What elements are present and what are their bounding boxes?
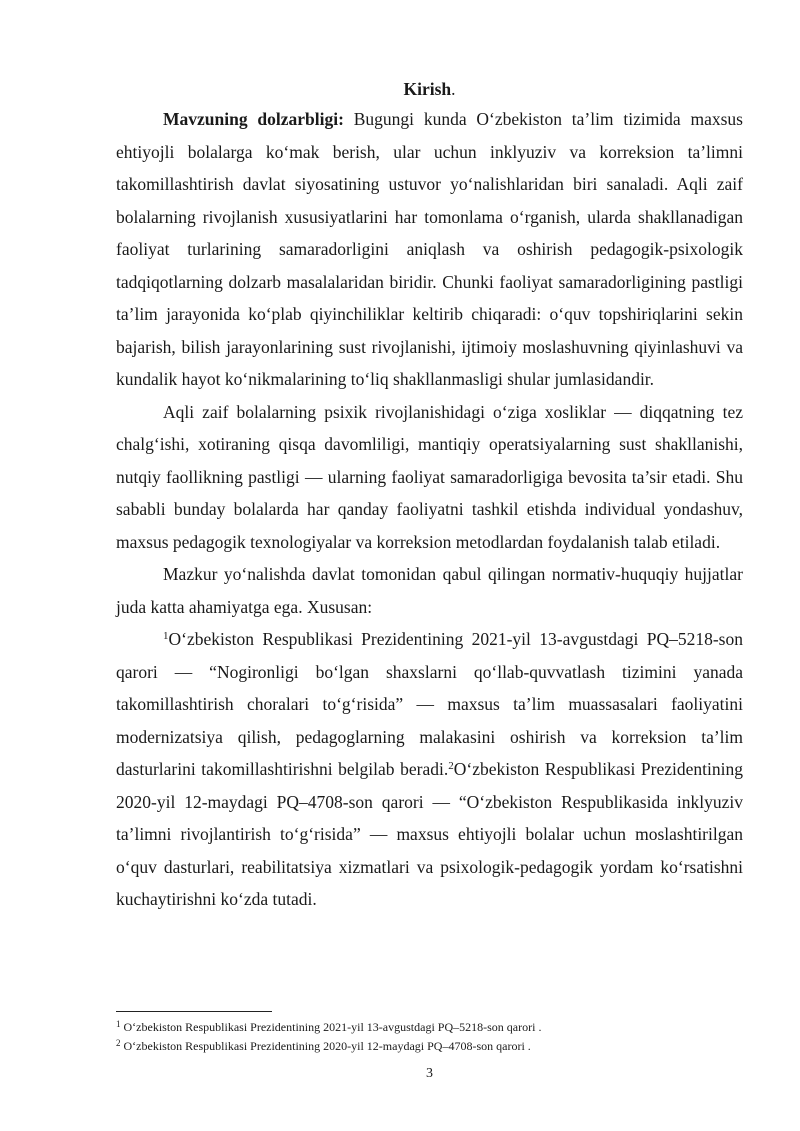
footnote-1 (116, 1018, 743, 1037)
paragraph-relevance (116, 103, 743, 396)
paragraph-normative (116, 558, 743, 623)
paragraph-features (116, 396, 743, 559)
footnote-2-text: O‘zbekiston Respublikasi Prezidentining 2020-yil 12-maydagi PQ–4708-son qarori . (120, 1039, 531, 1053)
relevance-lead: Mavzuning dolzarbligi: (163, 109, 344, 129)
paragraph-decrees (116, 623, 743, 916)
footnote-1-text: O‘zbekiston Respublikasi Prezidentining 2021-yil 13-avgustdagi PQ–5218-son qarori . (120, 1020, 542, 1034)
page-number: 3 (426, 1066, 433, 1081)
section-title (116, 77, 743, 101)
features-text: Aqli zaif bolalarning psixik rivojlanishidagi o‘ziga xosliklar — diqqatning tez chalg‘ishi, xotiraning qisqa davomliligi, mantiqiy operatsiyalarning sust shakllanishi, nutqiy faollikning pastligi — ularning faoliyat samaradorligiga bevosita ta’sir etadi. Shu sababli bunday bolalarda har qanday faoliyatni tashkil etishda individual yondashuv, maxsus pedagogik texnologiyalar va korreksion metodlardan foydalanish talab etiladi. (116, 401, 743, 552)
footnote-ref-2: 2 (448, 760, 454, 772)
footnote-2-marker: 2 (116, 1038, 121, 1048)
footnote-1-marker: 1 (116, 1019, 121, 1029)
body-text (116, 103, 743, 916)
footnotes (116, 1018, 743, 1056)
title-period: . (451, 79, 456, 99)
decree-2-text: O‘zbekiston Respublikasi Prezidentining 2020-yil 12-maydagi PQ–4708-son qarori — “O‘zbekiston Respublikasida inklyuziv ta’limni rivojlantirish to‘g‘risida” — maxsus ehtiyojli bolalar uchun moslashtirilgan o‘quv dasturlari, reabilitatsiya xizmatlari va psixologik-pedagogik yordam ko‘rsatishni kuchaytirishni ko‘zda tutadi. (116, 759, 743, 909)
decree-1-text: O‘zbekiston Respublikasi Prezidentining 2021-yil 13-avgustdagi PQ–5218-son qarori — “Nogironligi bo‘lgan shaxslarni qo‘llab-quvvatlash tizimini yanada takomillashtirish choralari to‘g‘risida” — maxsus ta’lim muassasalari faoliyatini modernizatsiya qilish, pedagoglarning malakasini oshirish va korreksion ta’lim dasturlarini takomillashtirishni belgilab beradi. (116, 629, 743, 779)
relevance-text: Bugungi kunda O‘zbekiston ta’lim tizimida maxsus ehtiyojli bolalarga ko‘mak berish, ular uchun inklyuziv va korreksion ta’limni takomillashtirish davlat siyosatining ustuvor yo‘nalishlaridan biri sanaladi. Aqli zaif bolalarning rivojlanish xususiyatlarini har tomonlama o‘rganish, ularda shakllanadigan faoliyat turlarining samaradorligini aniqlash va oshirish pedagogik-psixologik tadqiqotlarning dolzarb masalalaridan biridir. Chunki faoliyat samaradorligining pastligi ta’lim jarayonida ko‘plab qiyinchiliklar keltirib chiqaradi: o‘quv topshiriqlarini sekin bajarish, bilish jarayonlarining sust rivojlanishi, ijtimoiy moslashuvning qiyinlashuvi va kundalik hayot ko‘nikmalarining to‘liq shakllanmasligi shular jumlasidandir. (116, 109, 743, 389)
title-text: Kirish (403, 79, 452, 99)
footnote-ref-1: 1 (163, 630, 169, 642)
footnote-separator (116, 1011, 272, 1012)
footnote-2 (116, 1037, 743, 1056)
normative-text: Mazkur yo‘nalishda davlat tomonidan qabul qilingan normativ-huquqiy hujjatlar juda katta ahamiyatga ega. Xususan: (116, 564, 743, 617)
